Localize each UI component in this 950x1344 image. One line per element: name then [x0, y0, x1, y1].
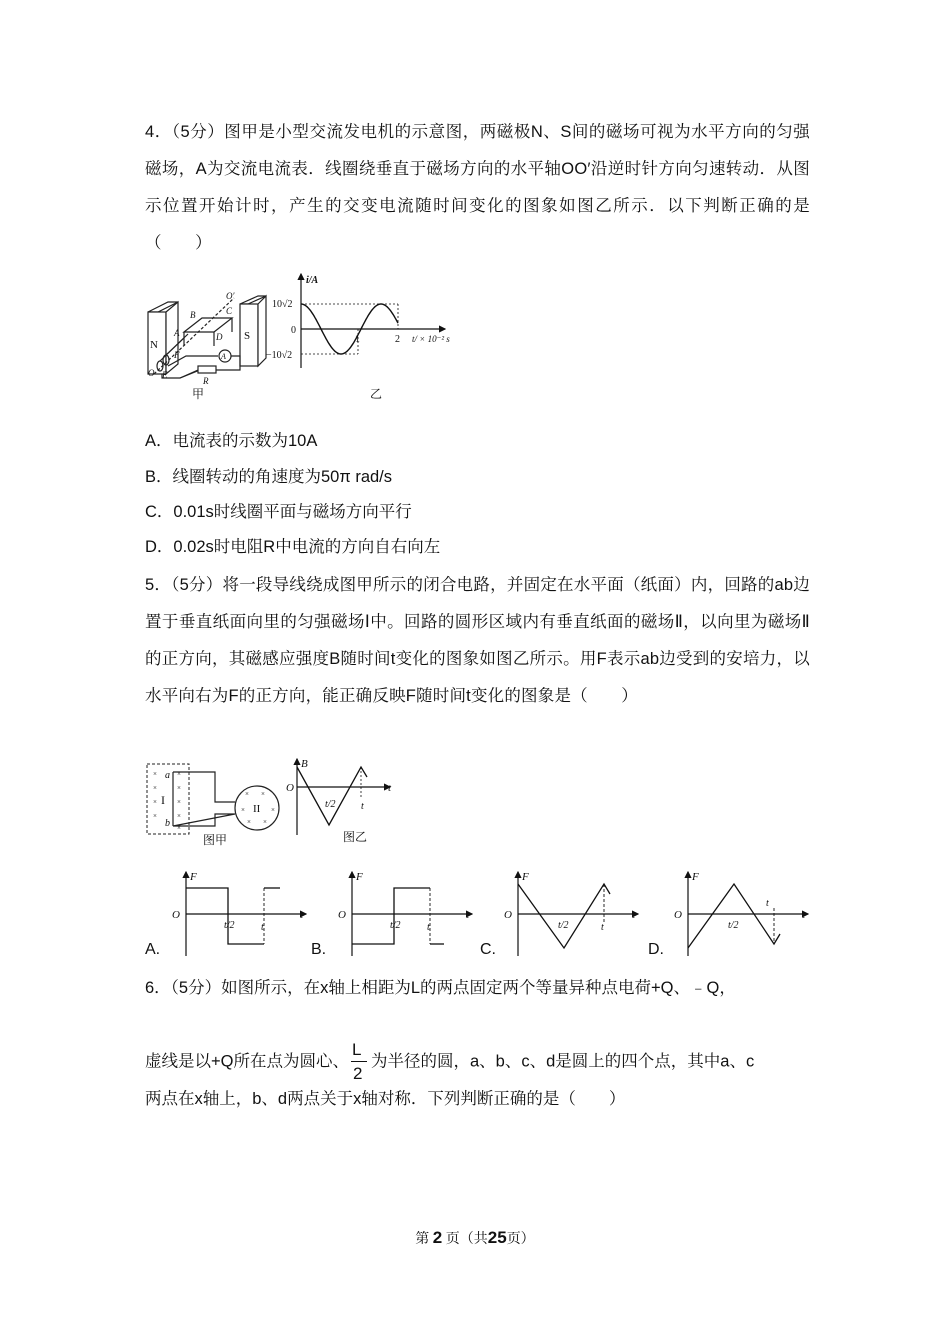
svg-text:×: × [271, 806, 275, 814]
q6-line-2-post: 为半径的圆，a、b、c、d是圆上的四个点，其中a、c [370, 1052, 755, 1071]
origin-label: O [286, 782, 294, 794]
resistor-label: R [203, 376, 209, 386]
fig-jia-caption: 甲 [192, 387, 205, 401]
label-b: B [190, 310, 196, 320]
y-axis-label: F [522, 871, 529, 883]
q5-answer-c-label[interactable]: C. [480, 941, 496, 958]
svg-text:×: × [153, 784, 157, 792]
b-curve [297, 767, 367, 825]
q5-answer-a-graph[interactable] [168, 868, 318, 960]
x-axis-label: t/ × 10⁻² s [412, 334, 450, 344]
footer-page-number: 2 [432, 1228, 443, 1247]
x-axis-label: t [300, 909, 304, 921]
y-min-label: −10√2 [266, 350, 293, 361]
q6-line-2-pre: 虚线是以+Q所在点为圆心、 [145, 1052, 349, 1071]
q5-figure-jia [145, 760, 290, 850]
svg-text:×: × [177, 770, 181, 778]
svg-text:×: × [177, 784, 181, 792]
svg-text:×: × [247, 818, 251, 826]
footer-total-pages: 25 [487, 1228, 507, 1247]
q4-figure-jia [140, 290, 270, 405]
full-tick-label: t [766, 898, 769, 909]
q4-option-b[interactable]: B．线圈转动的角速度为50π rad/s [145, 468, 393, 486]
label-d: D [216, 332, 223, 342]
fig-jia-caption: 图甲 [203, 833, 228, 847]
x-axis-label: t [466, 909, 470, 921]
full-tick-label: t [361, 801, 364, 812]
region-1-label: I [161, 793, 165, 807]
magnet-n-label: N [150, 339, 158, 351]
full-tick-label: t [427, 922, 430, 933]
tick-2-label: 2 [395, 334, 400, 345]
q5-stem: 5．（5分）将一段导线绕成图甲所示的闭合电路，并固定在水平面（纸面）内，回路的ab边置于垂直纸面向里的匀强磁场Ⅰ中。回路的圆形区域内有垂直纸面的磁场Ⅱ，以向里为磁场Ⅱ的正方向，其磁感应强度B随时间t变化的图象如图乙所示。用F表示ab边受到的安培力，以水平向右为F的正方向，能正确反映F随时间t变化的图象是（ ） [145, 576, 810, 705]
svg-text:×: × [153, 770, 157, 778]
half-tick-label: t/2 [728, 920, 739, 931]
y-axis-label: F [356, 871, 363, 883]
footer-mid: 页（共 [445, 1232, 488, 1247]
origin-label: O [674, 909, 682, 921]
full-tick-label: t [601, 922, 604, 933]
fig-yi-caption: 图乙 [343, 830, 368, 844]
svg-text:×: × [177, 824, 181, 832]
q5-answer-d-graph[interactable] [670, 868, 820, 960]
q5-answer-d-label[interactable]: D. [648, 941, 664, 958]
q4-option-a[interactable]: A．电流表的示数为10A [145, 432, 318, 450]
q5-figure-yi [285, 755, 395, 845]
q5-answer-b-graph[interactable] [334, 868, 484, 960]
x-axis-label: t [632, 909, 636, 921]
half-tick-label: t/2 [325, 799, 336, 810]
svg-text:×: × [261, 790, 265, 798]
full-tick-label: t [261, 922, 264, 933]
origin-label: O [338, 909, 346, 921]
q6-line-2 [145, 1040, 754, 1084]
svg-text:×: × [263, 818, 267, 826]
fraction-l-over-2 [349, 1040, 371, 1084]
x-axis-label: t [802, 909, 806, 921]
svg-text:×: × [177, 812, 181, 820]
svg-text:×: × [177, 798, 181, 806]
q4-option-d[interactable]: D．0.02s时电阻R中电流的方向自右向左 [145, 538, 441, 556]
svg-text:×: × [153, 812, 157, 820]
q4-stem: 4．（5分）图甲是小型交流发电机的示意图，两磁极N、S间的磁场可视为水平方向的匀强磁场，A为交流电流表．线圈绕垂直于磁场方向的水平轴OO′沿逆时针方向匀速转动．从图示位置开始计时，产生的交变电流随时间变化的图象如图乙所示．以下判断正确的是（ ） [145, 123, 810, 252]
half-tick-label: t/2 [224, 920, 235, 931]
fraction-numerator: L [351, 1040, 362, 1059]
label-e: E [162, 370, 168, 380]
fraction-denominator: 2 [352, 1064, 363, 1083]
q5-answer-a-label[interactable]: A. [145, 941, 161, 958]
y-max-label: 10√2 [272, 299, 293, 310]
label-a: a [165, 770, 170, 781]
footer-post: 页） [506, 1232, 535, 1247]
origin-label: 0 [291, 325, 296, 336]
label-f: F [174, 350, 180, 360]
label-b: b [165, 818, 170, 829]
q4-option-c[interactable]: C．0.01s时线圈平面与磁场方向平行 [145, 503, 412, 521]
q6-line-3: 两点在x轴上，b、d两点关于x轴对称．下列判断正确的是（ ） [145, 1090, 626, 1108]
origin-label: O [504, 909, 512, 921]
x-axis-label: t [388, 782, 392, 794]
label-o-prime: O′ [226, 291, 235, 301]
svg-text:×: × [241, 806, 245, 814]
region-2-label: II [253, 803, 261, 815]
y-axis-label: F [692, 871, 699, 883]
half-tick-label: t/2 [390, 920, 401, 931]
q5-answer-b-label[interactable]: B. [311, 941, 327, 958]
label-o: O [148, 368, 155, 378]
page-footer [0, 1228, 950, 1248]
footer-pre: 第 [415, 1232, 430, 1247]
y-axis-label: i/A [306, 275, 319, 286]
fig-yi-caption: 乙 [370, 387, 383, 401]
q4-figure-yi [266, 272, 480, 404]
half-tick-label: t/2 [558, 920, 569, 931]
ammeter-label: A [221, 352, 226, 361]
label-c: C [226, 306, 233, 316]
svg-text:×: × [153, 798, 157, 806]
magnet-s-label: S [244, 330, 251, 342]
y-axis-label: F [190, 871, 197, 883]
y-axis-label: B [301, 758, 308, 770]
label-a: A [174, 328, 180, 338]
svg-text:×: × [245, 790, 249, 798]
q6-line-1: 6．（5分）如图所示，在x轴上相距为L的两点固定两个等量异种点电荷+Q、﹣Q， [145, 979, 736, 997]
q5-answer-c-graph[interactable] [500, 868, 650, 960]
tick-1-label: 1 [355, 334, 360, 345]
origin-label: O [172, 909, 180, 921]
